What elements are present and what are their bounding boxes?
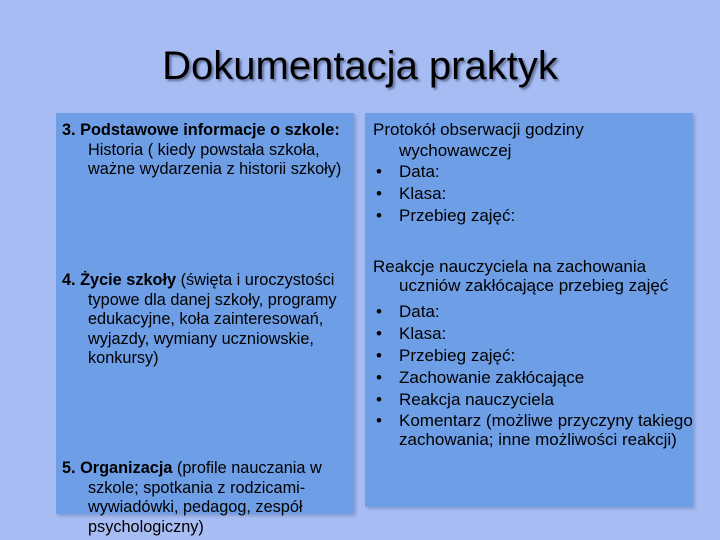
bullet-icon: • (376, 346, 382, 365)
school-life-paragraph (56, 271, 346, 369)
bullet-icon: • (376, 324, 382, 343)
list-item (365, 301, 693, 323)
basic-info-text: Historia ( kiedy powstała szkoła, ważne wydarzenia z historii szkoły) (88, 140, 342, 178)
list-item (365, 367, 693, 389)
section-school-life (56, 271, 346, 369)
list-item (365, 389, 693, 411)
list-item-text: Przebieg zajęć: (399, 346, 516, 365)
bullet-icon: • (376, 411, 382, 430)
bullet-icon: • (376, 206, 382, 225)
teacher-reactions-heading: Reakcje nauczyciela na zachowania uczniów zakłócające przebieg zajęć (373, 257, 669, 295)
organization-paragraph (56, 459, 346, 537)
left-content-panel (56, 113, 354, 536)
list-item-text: Przebieg zajęć: (399, 206, 516, 225)
list-item (365, 161, 693, 183)
school-life-heading: 4. Życie szkoły (62, 271, 177, 289)
bullet-icon: • (376, 162, 382, 181)
list-item-text: Klasa: (399, 324, 447, 343)
section-organization (56, 459, 346, 537)
basic-info-heading: 3. Podstawowe informacje o szkole: (62, 121, 340, 139)
list-item-text: Data: (399, 302, 440, 321)
teacher-reactions-list (365, 301, 693, 449)
school-life-text: (święta i uroczystości typowe dla danej szkoły, programy edukacyjne, koła zainteresowań, wyjazdy, wymiany uczniowskie, konkursy) (88, 271, 337, 367)
bullet-icon: • (376, 368, 382, 387)
organization-heading: 5. Organizacja (62, 459, 173, 477)
list-item-text: Komentarz (możliwe przyczyny takiego zachowania; inne możliwości reakcji) (399, 411, 693, 449)
list-item (365, 205, 693, 227)
observation-protocol-heading: Protokół obserwacji godziny wychowawczej (373, 120, 584, 160)
list-item-text: Klasa: (399, 184, 447, 203)
observation-protocol-list (365, 161, 693, 227)
organization-text: (profile nauczania w szkole; spotkania z rodzicami-wywiadówki, pedagog, zespół psychologiczny) (88, 459, 322, 536)
bullet-icon: • (376, 302, 382, 321)
list-item (365, 323, 693, 345)
slide-title: Dokumentacja praktyk (162, 44, 558, 88)
observation-protocol-section (365, 119, 693, 227)
right-content-panel (365, 113, 693, 507)
bullet-icon: • (376, 390, 382, 409)
section-basic-info (56, 121, 346, 180)
list-item (365, 345, 693, 367)
basic-info-paragraph (56, 121, 346, 180)
bullet-icon: • (376, 184, 382, 203)
list-item-text: Zachowanie zakłócające (399, 368, 585, 387)
list-item-text: Reakcja nauczyciela (399, 390, 554, 409)
teacher-reactions-section (365, 257, 693, 449)
list-item-text: Data: (399, 162, 440, 181)
list-item (365, 183, 693, 205)
list-item (365, 411, 693, 449)
